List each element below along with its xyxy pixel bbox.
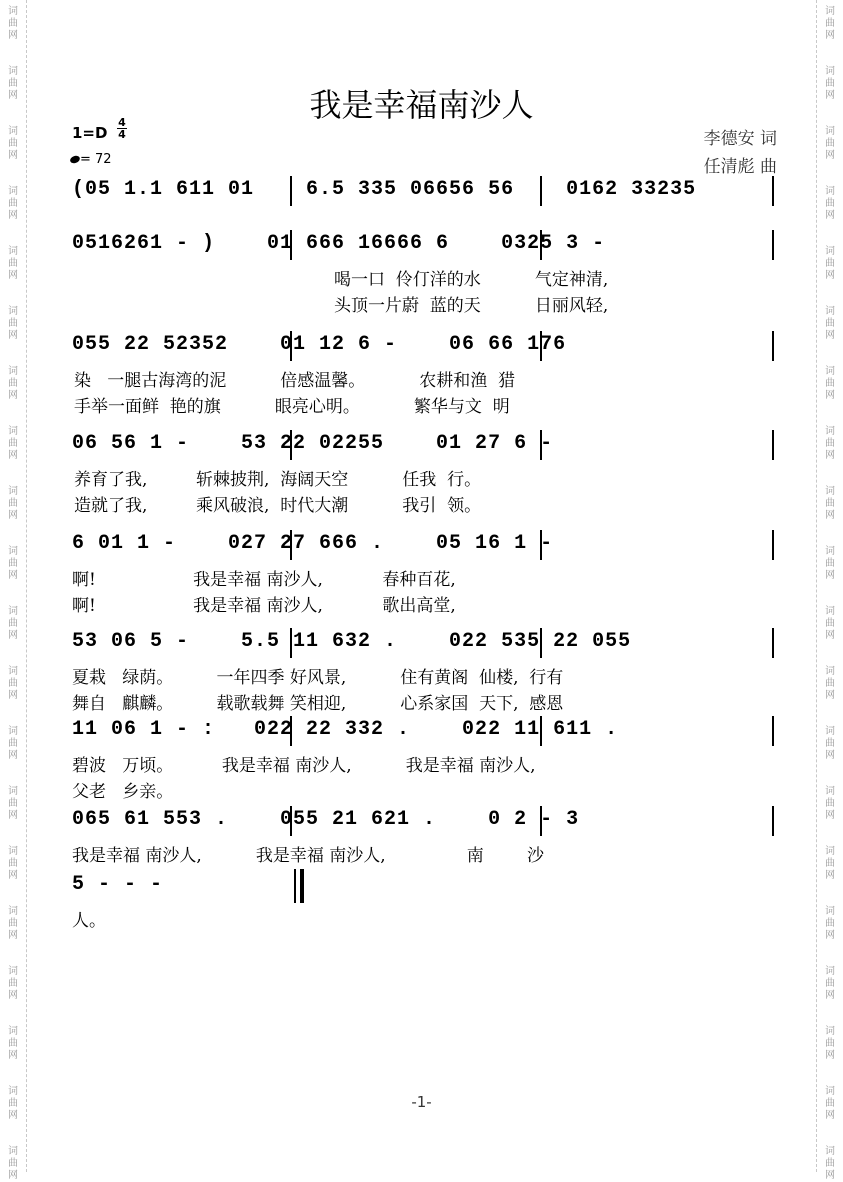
watermark-mark: 词 曲 网 bbox=[825, 126, 835, 161]
bar-line bbox=[772, 176, 774, 206]
watermark-mark: 词 曲 网 bbox=[8, 66, 18, 101]
bar-line bbox=[540, 716, 542, 746]
right-watermark-strip bbox=[816, 0, 843, 1181]
bar-line bbox=[290, 530, 292, 560]
bar-line bbox=[290, 628, 292, 658]
watermark-mark: 词 曲 网 bbox=[825, 486, 835, 521]
bar-line bbox=[772, 331, 774, 361]
bar-line bbox=[772, 530, 774, 560]
notation-row: 065 61 553 . 055 21 621 . 0 2 - 3 bbox=[72, 808, 580, 831]
notation-row: 0516261 - ) 01 666 16666 6 0325 3 - bbox=[72, 232, 606, 255]
notation-row: 055 22 52352 01 12 6 - 06 66 176 bbox=[72, 333, 567, 356]
notation-row: 06 56 1 - 53 22 02255 01 27 6 - bbox=[72, 432, 554, 455]
watermark-mark: 词 曲 网 bbox=[8, 186, 18, 221]
watermark-mark: 词 曲 网 bbox=[8, 906, 18, 941]
watermark-mark: 词 曲 网 bbox=[825, 66, 835, 101]
lyric-line: 啊! 我是幸福 南沙人, 春种百花, bbox=[72, 570, 456, 590]
bar-line bbox=[290, 430, 292, 460]
bar-line bbox=[290, 806, 292, 836]
lyric-line: 夏栽 绿荫。 一年四季 好风景, 住有黄阁 仙楼, 行有 bbox=[72, 668, 564, 688]
bar-line bbox=[540, 176, 542, 206]
watermark-mark: 词 曲 网 bbox=[8, 606, 18, 641]
bar-line bbox=[540, 806, 542, 836]
bar-line bbox=[772, 430, 774, 460]
key-signature: 1=D bbox=[72, 124, 108, 142]
lyric-line: 喝一口 伶仃洋的水 气定神清, bbox=[334, 270, 609, 290]
lyric-line: 头顶一片蔚 蓝的天 日丽风轻, bbox=[334, 296, 609, 316]
watermark-mark: 词 曲 网 bbox=[8, 666, 18, 701]
lyric-line: 碧波 万顷。 我是幸福 南沙人, 我是幸福 南沙人, bbox=[72, 756, 536, 776]
bar-line bbox=[540, 430, 542, 460]
watermark-mark: 词 曲 网 bbox=[8, 846, 18, 881]
bar-line bbox=[290, 230, 292, 260]
final-barline bbox=[294, 869, 304, 903]
bar-line bbox=[290, 176, 292, 206]
notation-row: 5 - - - bbox=[72, 873, 229, 896]
watermark-mark: 词 曲 网 bbox=[8, 426, 18, 461]
bar-line bbox=[540, 230, 542, 260]
watermark-mark: 词 曲 网 bbox=[8, 1026, 18, 1061]
watermark-mark: 词 曲 网 bbox=[825, 726, 835, 761]
left-watermark-strip bbox=[0, 0, 27, 1181]
time-signature: 4 4 bbox=[118, 116, 126, 141]
watermark-mark: 词 曲 网 bbox=[8, 1086, 18, 1121]
lyric-line: 养育了我, 斩棘披荆, 海阔天空 任我 行。 bbox=[74, 470, 482, 490]
lyric-line: 造就了我, 乘风破浪, 时代大潮 我引 领。 bbox=[74, 496, 482, 516]
watermark-mark: 词 曲 网 bbox=[825, 366, 835, 401]
bar-line bbox=[290, 716, 292, 746]
page-number: -1- bbox=[411, 1093, 432, 1111]
bar-line bbox=[772, 230, 774, 260]
watermark-mark: 词 曲 网 bbox=[8, 726, 18, 761]
watermark-mark: 词 曲 网 bbox=[825, 666, 835, 701]
watermark-mark: 词 曲 网 bbox=[825, 606, 835, 641]
lyric-line: 手举一面鲜 艳的旗 眼亮心明。 繁华与文 明 bbox=[74, 397, 510, 417]
watermark-mark: 词 曲 网 bbox=[8, 366, 18, 401]
notation-row: (05 1.1 611 01 6.5 335 06656 56 0162 33235 bbox=[72, 178, 697, 201]
lyric-line: 父老 乡亲。 bbox=[72, 782, 174, 802]
watermark-mark: 词 曲 网 bbox=[825, 1086, 835, 1121]
watermark-mark: 词 曲 网 bbox=[8, 306, 18, 341]
lyric-line: 舞自 麒麟。 载歌载舞 笑相迎, 心系家国 天下, 感恩 bbox=[72, 694, 564, 714]
watermark-mark: 词 曲 网 bbox=[825, 546, 835, 581]
watermark-mark: 词 曲 网 bbox=[8, 246, 18, 281]
bar-line bbox=[540, 628, 542, 658]
notation-row: 53 06 5 - 5.5 11 632 . 022 535 22 055 bbox=[72, 630, 632, 653]
watermark-mark: 词 曲 网 bbox=[825, 966, 835, 1001]
bar-line bbox=[290, 331, 292, 361]
watermark-mark: 词 曲 网 bbox=[825, 846, 835, 881]
watermark-mark: 词 曲 网 bbox=[8, 126, 18, 161]
watermark-mark: 词 曲 网 bbox=[8, 1146, 18, 1181]
bar-line bbox=[772, 806, 774, 836]
lyric-line: 人。 bbox=[72, 911, 106, 931]
watermark-mark: 词 曲 网 bbox=[8, 6, 18, 41]
notation-row: 6 01 1 - 027 27 666 . 05 16 1 - bbox=[72, 532, 554, 555]
watermark-mark: 词 曲 网 bbox=[825, 426, 835, 461]
watermark-mark: 词 曲 网 bbox=[8, 966, 18, 1001]
lyric-line: 我是幸福 南沙人, 我是幸福 南沙人, 南 沙 bbox=[72, 846, 544, 866]
bar-line bbox=[772, 716, 774, 746]
bar-line bbox=[540, 530, 542, 560]
composer-credit: 任清彪 曲 bbox=[703, 157, 777, 177]
tempo-marking: = 72 bbox=[70, 152, 112, 167]
watermark-mark: 词 曲 网 bbox=[825, 906, 835, 941]
lyricist-credit: 李德安 词 bbox=[703, 129, 777, 149]
watermark-mark: 词 曲 网 bbox=[825, 786, 835, 821]
watermark-mark: 词 曲 网 bbox=[8, 486, 18, 521]
watermark-mark: 词 曲 网 bbox=[825, 186, 835, 221]
watermark-mark: 词 曲 网 bbox=[8, 546, 18, 581]
watermark-mark: 词 曲 网 bbox=[8, 786, 18, 821]
watermark-mark: 词 曲 网 bbox=[825, 246, 835, 281]
watermark-mark: 词 曲 网 bbox=[825, 1026, 835, 1061]
notation-row: 11 06 1 - : 022 22 332 . 022 11 611 . bbox=[72, 718, 619, 741]
watermark-mark: 词 曲 网 bbox=[825, 1146, 835, 1181]
lyric-line: 啊! 我是幸福 南沙人, 歌出高堂, bbox=[72, 596, 456, 616]
song-title: 我是幸福南沙人 bbox=[309, 86, 534, 124]
watermark-mark: 词 曲 网 bbox=[825, 6, 835, 41]
lyric-line: 染 一腿古海湾的泥 倍感温馨。 农耕和渔 猎 bbox=[74, 371, 516, 391]
bar-line bbox=[772, 628, 774, 658]
bar-line bbox=[540, 331, 542, 361]
watermark-mark: 词 曲 网 bbox=[825, 306, 835, 341]
